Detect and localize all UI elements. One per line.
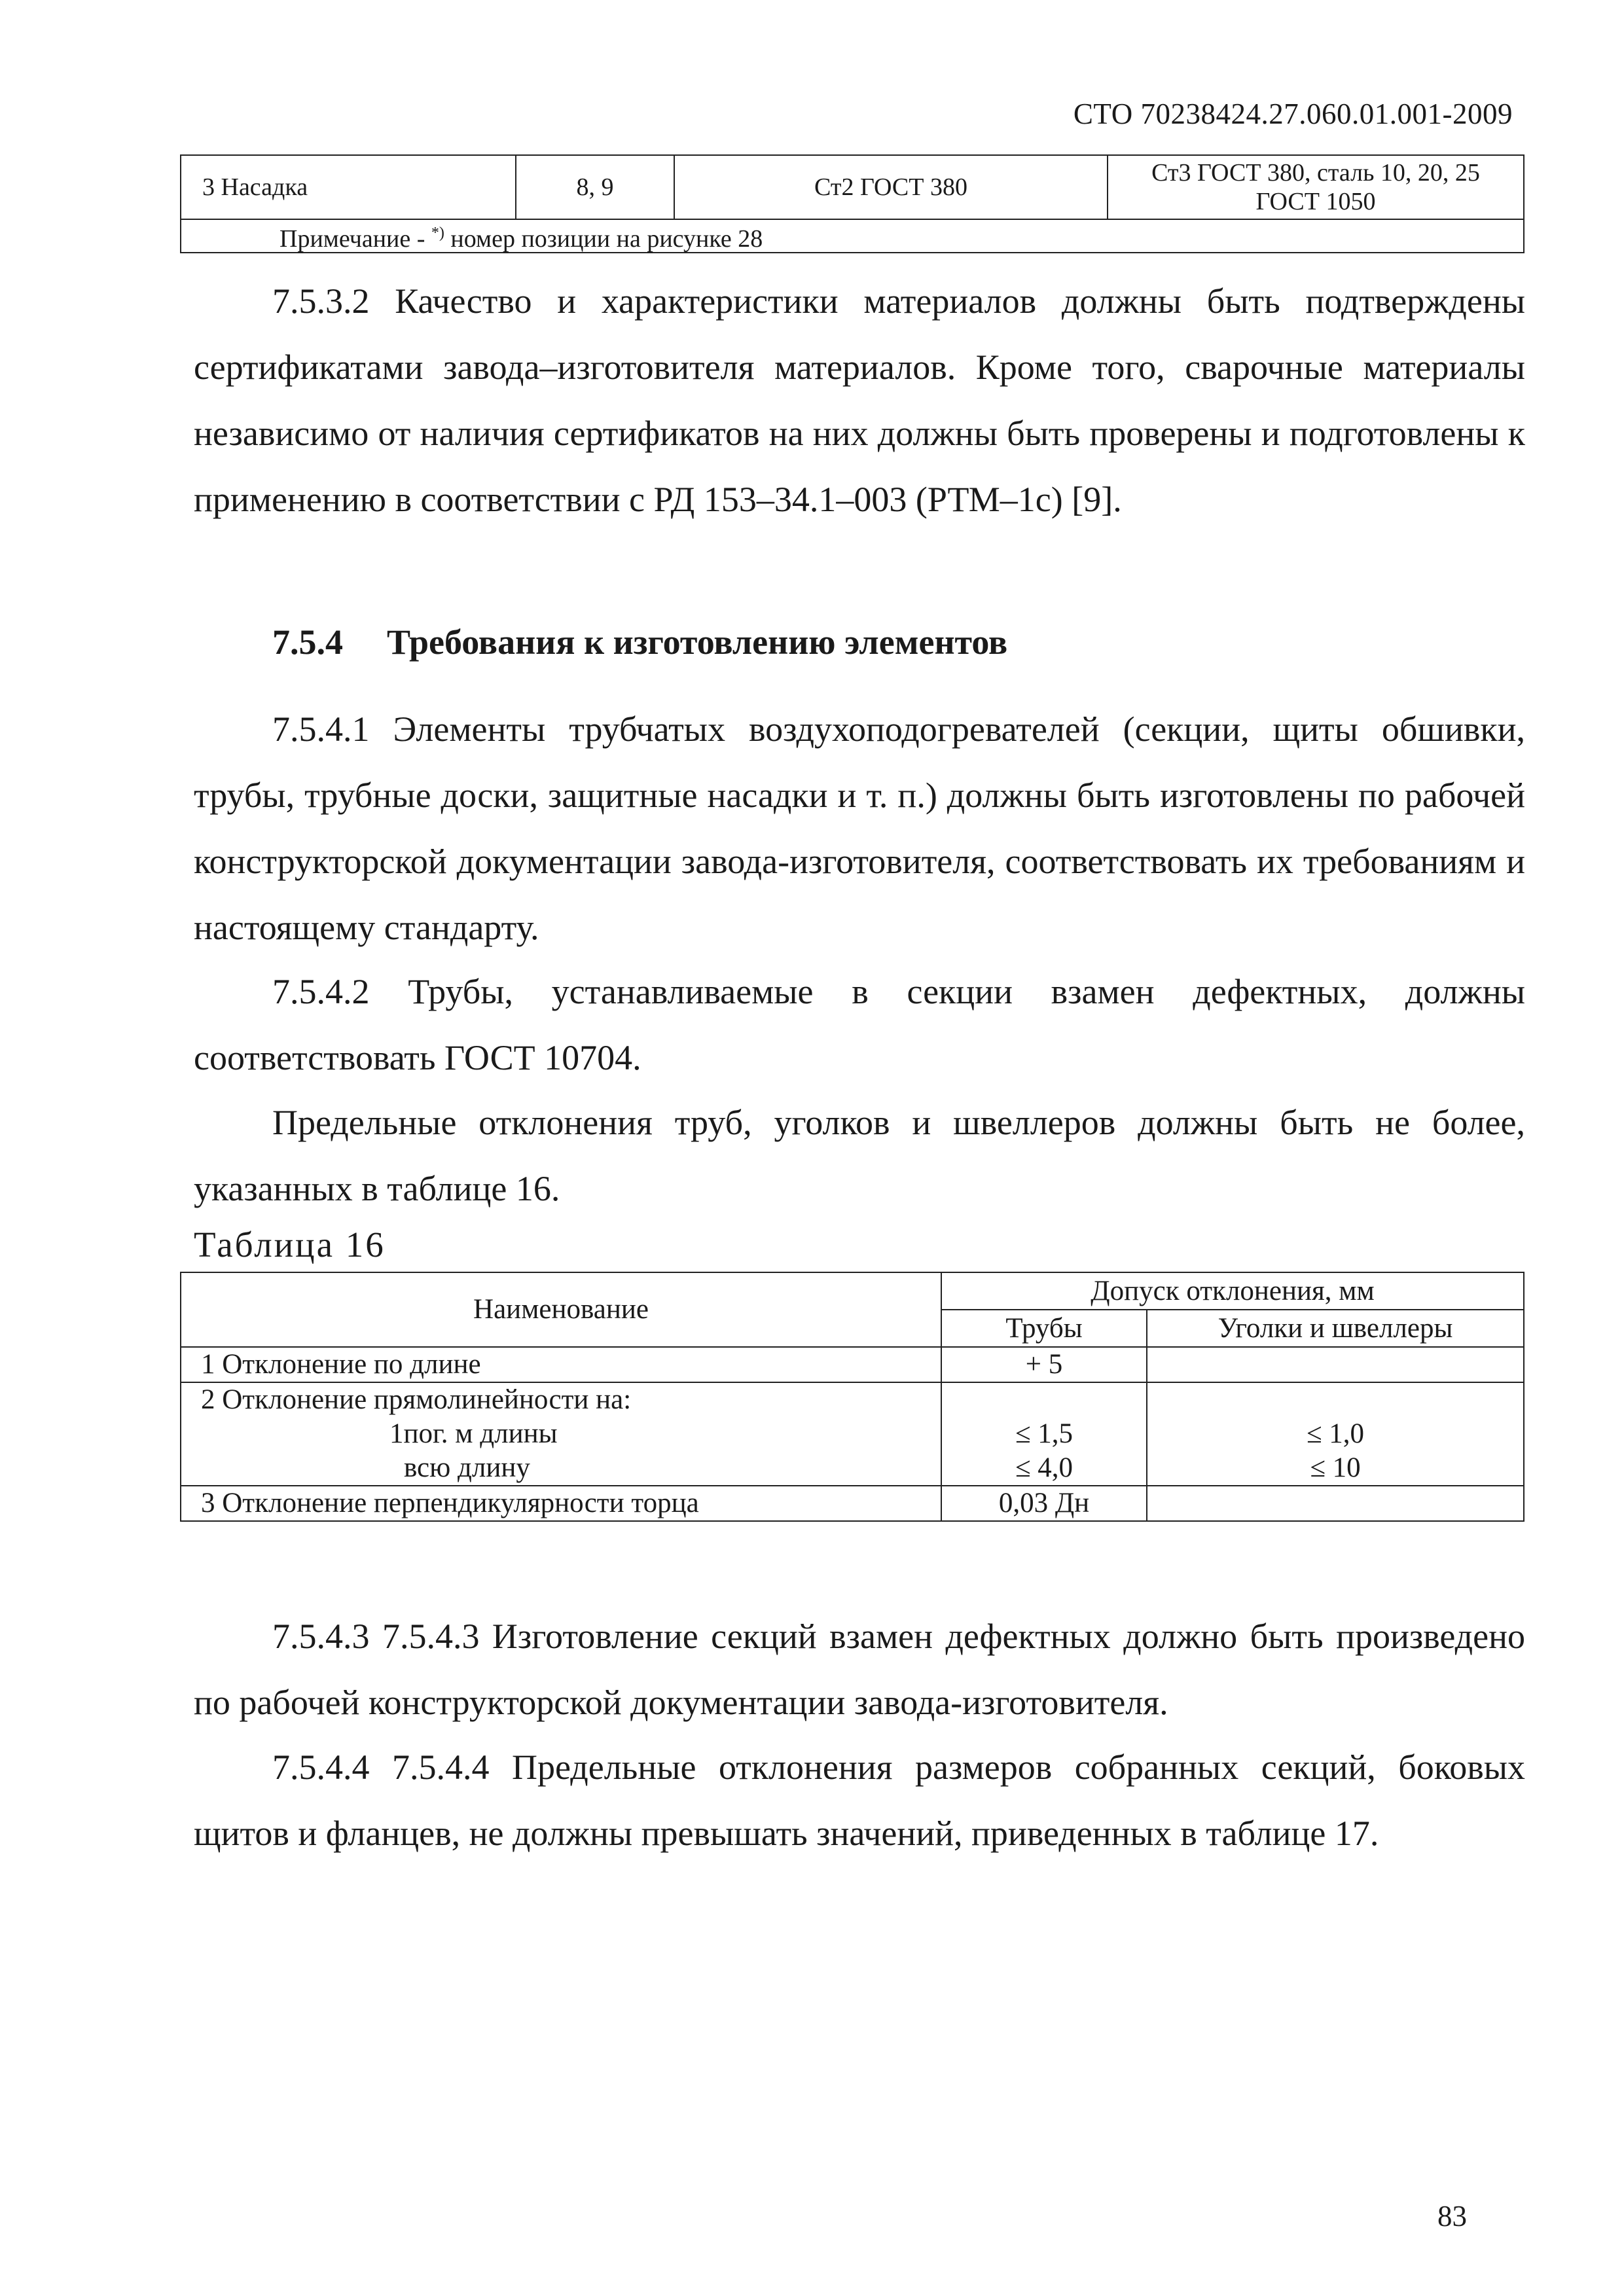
table-row <box>181 1347 1524 1382</box>
header-angles: Уголки и швеллеры <box>1147 1310 1524 1347</box>
section-heading-7-5-4 <box>272 622 1007 662</box>
row2-pipes-cell <box>941 1382 1147 1486</box>
row2b-pipes: ≤ 4,0 <box>1015 1452 1074 1483</box>
table-note-row <box>181 219 1524 253</box>
header-tolerance: Допуск отклонения, мм <box>941 1272 1524 1310</box>
heading-number: 7.5.4 <box>272 622 343 662</box>
cell-positions: 8, 9 <box>516 155 674 219</box>
table-16 <box>180 1272 1525 1522</box>
row2-name-cell <box>181 1382 941 1486</box>
paragraph-7-5-4-4: 7.5.4.4 7.5.4.4 Предельные отклонения размеров собранных секций, боковых щитов и фланцев, не должны превышать значений, приведенных в таблице 17. <box>194 1748 1525 1853</box>
row1-name: 1 Отклонение по длине <box>181 1347 941 1382</box>
row1-pipes: + 5 <box>941 1347 1147 1382</box>
page-number: 83 <box>1437 2200 1467 2233</box>
row1-angles <box>1147 1347 1524 1382</box>
header-name: Наименование <box>181 1272 941 1347</box>
row2a-name: 1пог. м длины <box>389 1418 558 1449</box>
paragraph-7-5-3-2: 7.5.3.2 Качество и характеристики материалов должны быть подтверждены сертификатами завода–изготовителя материалов. Кроме того, сварочные материалы независимо от наличия сертификатов на них должны быть проверены и подготовлены к применению в соответствии с РД 153–34.1–003 (РТМ–1с) [9]. <box>194 281 1525 519</box>
row2b-name: всю длину <box>404 1452 530 1483</box>
row2-angles-cell <box>1147 1382 1524 1486</box>
cell-substitute-material <box>1108 155 1524 219</box>
note-prefix: Примечание - <box>280 225 431 253</box>
row2b-angles: ≤ 10 <box>1310 1452 1361 1483</box>
cell-element-name: 3 Насадка <box>181 155 516 219</box>
header-pipes: Трубы <box>941 1310 1147 1347</box>
table-16-caption: Таблица 16 <box>194 1225 386 1265</box>
document-code-header: СТО 70238424.27.060.01.001-2009 <box>1073 98 1513 130</box>
substitute-line-1: Ст3 ГОСТ 380, сталь 10, 20, 25 <box>1151 159 1480 187</box>
cell-material: Ст2 ГОСТ 380 <box>674 155 1108 219</box>
table-row <box>181 1486 1524 1521</box>
note-text: номер позиции на рисунке 28 <box>444 225 763 253</box>
paragraph-limits: Предельные отклонения труб, уголков и швеллеров должны быть не более, указанных в таблице 16. <box>194 1103 1525 1208</box>
paragraph-7-5-4-1: 7.5.4.1 Элементы трубчатых воздухоподогревателей (секции, щиты обшивки, трубы, трубные доски, защитные насадки и т. п.) должны быть изготовлены по рабочей конструкторской документации завода-изготовителя, соответствовать их требованиям и настоящему стандарту. <box>194 709 1525 947</box>
row3-pipes: 0,03 Дн <box>941 1486 1147 1521</box>
materials-table-continuation <box>180 154 1525 253</box>
table-note <box>181 219 1524 253</box>
row2a-angles: ≤ 1,0 <box>1306 1418 1365 1449</box>
heading-text: Требования к изготовлению элементов <box>387 622 1008 662</box>
substitute-line-2: ГОСТ 1050 <box>1255 188 1376 215</box>
row2-name: 2 Отклонение прямолинейности на: <box>201 1384 632 1415</box>
row3-angles <box>1147 1486 1524 1521</box>
row3-name: 3 Отклонение перпендикулярности торца <box>181 1486 941 1521</box>
row2a-pipes: ≤ 1,5 <box>1015 1418 1074 1449</box>
table-row <box>181 155 1524 219</box>
table-header-row <box>181 1272 1524 1310</box>
paragraph-7-5-4-2: 7.5.4.2 Трубы, устанавливаемые в секции взамен дефектных, должны соответствовать ГОСТ 10704. <box>194 972 1525 1077</box>
paragraph-7-5-4-3: 7.5.4.3 7.5.4.3 Изготовление секций взамен дефектных должно быть произведено по рабочей конструкторской документации завода-изготовителя. <box>194 1617 1525 1722</box>
table-row <box>181 1382 1524 1486</box>
note-superscript: *) <box>431 224 444 242</box>
